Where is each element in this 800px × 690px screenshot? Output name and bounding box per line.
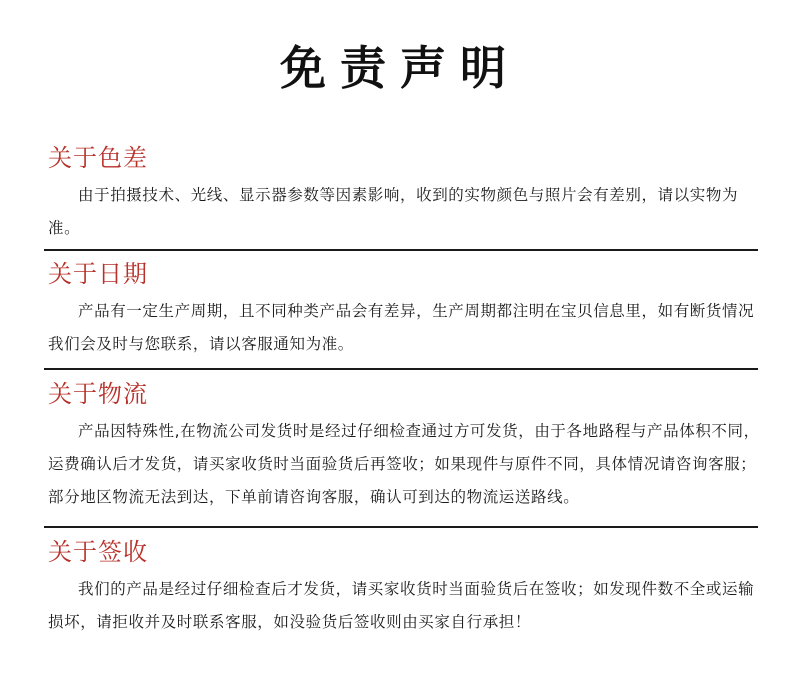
section-heading: 关于签收 (48, 538, 148, 566)
section-divider (44, 526, 758, 528)
section-color-difference (48, 143, 760, 245)
page-title: 免责声明 (280, 41, 520, 95)
section-divider (44, 249, 758, 251)
section-body: 产品有一定生产周期，且不同种类产品会有差异，生产周期都注明在宝贝信息里，如有断货情况我们会及时与您联系，请以客服通知为准。 (48, 302, 755, 353)
section-heading: 关于物流 (48, 380, 148, 408)
section-divider (44, 368, 758, 370)
section-body: 产品因特殊性,在物流公司发货时是经过仔细检查通过方可发货，由于各地路程与产品体积不同，运费确认后才发货，请买家收货时当面验货后再签收；如果现件与原件不同，具体情况请咨询客服；部分地区物流无法到达，下单前请咨询客服，确认可到达的物流运送路线。 (48, 422, 760, 506)
section-body: 由于拍摄技术、光线、显示器参数等因素影响，收到的实物颜色与照片会有差别，请以实物为准。 (48, 186, 739, 237)
section-signing (48, 537, 760, 639)
section-logistics (48, 379, 760, 514)
section-heading: 关于色差 (48, 144, 148, 172)
section-body: 我们的产品是经过仔细检查后才发货，请买家收货时当面验货后在签收；如发现件数不全或运输损坏，请拒收并及时联系客服，如没验货后签收则由买家自行承担！ (48, 580, 755, 631)
section-date (48, 259, 760, 361)
section-heading: 关于日期 (48, 260, 148, 288)
